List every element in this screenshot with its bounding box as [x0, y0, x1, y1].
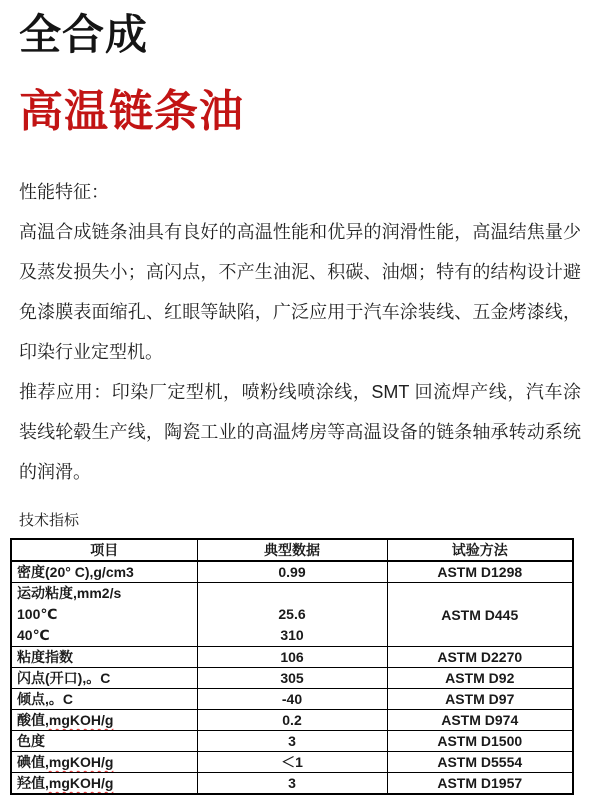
- header-item: 项目: [11, 539, 197, 561]
- table-row-viscosity: [11, 583, 573, 647]
- table-row-hydroxyl-value: [11, 773, 573, 795]
- item-cell: 密度(20° C),g/cm3: [11, 561, 197, 583]
- value-cell: ＜1: [197, 752, 387, 773]
- item-cell: [11, 710, 197, 731]
- value-cell: [197, 583, 387, 647]
- item-cell: 倾点,。C: [11, 689, 197, 710]
- product-title: 高温链条油: [19, 87, 244, 136]
- viscosity-100c-line: 100℃: [17, 606, 58, 622]
- product-title-prefix: 全合成: [19, 11, 149, 58]
- method-cell: ASTM D2270: [387, 647, 573, 668]
- value-cell: 3: [197, 731, 387, 752]
- viscosity-value-100c: 25.6: [278, 606, 306, 622]
- value-cell: 106: [197, 647, 387, 668]
- method-cell: ASTM D1500: [387, 731, 573, 752]
- item-cell: [11, 583, 197, 647]
- table-row-color: [11, 731, 573, 752]
- value-cell: 3: [197, 773, 387, 795]
- viscosity-40c-line: 40℃: [17, 627, 50, 643]
- method-cell: ASTM D445: [387, 583, 573, 647]
- value-cell: 0.99: [197, 561, 387, 583]
- method-cell: ASTM D5554: [387, 752, 573, 773]
- value-cell: 305: [197, 668, 387, 689]
- item-label: 碘值: [17, 754, 45, 770]
- item-label-spellcheck: ,mgKOH/g: [45, 712, 114, 728]
- value-cell: 0.2: [197, 710, 387, 731]
- viscosity-value-40c: 310: [280, 627, 304, 643]
- header-typical-data: 典型数据: [197, 539, 387, 561]
- tech-specs-label: 技术指标: [19, 512, 80, 529]
- header-test-method: 试验方法: [387, 539, 573, 561]
- table-row-pour-point: [11, 689, 573, 710]
- item-cell: 闪点(开口),。C: [11, 668, 197, 689]
- viscosity-value-blank: [203, 583, 382, 604]
- viscosity-label-line: 运动粘度,mm2/s: [17, 585, 122, 601]
- method-cell: ASTM D974: [387, 710, 573, 731]
- item-cell: 色度: [11, 731, 197, 752]
- features-paragraph: 高温合成链条油具有良好的高温性能和优异的润滑性能，高温结焦量少及蒸发损失小；高闪点，不产生油泥、积碳、油烟；特有的结构设计避免漆膜表面缩孔、红眼等缺陷，广泛应用于汽车涂装线、五金烤漆线，印染行业定型机。: [19, 222, 581, 362]
- table-row-viscosity-index: [11, 647, 573, 668]
- method-cell: ASTM D97: [387, 689, 573, 710]
- specs-table: [10, 538, 574, 795]
- item-cell: 粘度指数: [11, 647, 197, 668]
- value-cell: -40: [197, 689, 387, 710]
- item-label-spellcheck: ,mgKOH/g: [45, 775, 114, 791]
- table-row-density: [11, 561, 573, 583]
- method-cell: ASTM D1957: [387, 773, 573, 795]
- item-label-spellcheck: ,mgKOH/g: [45, 754, 114, 770]
- item-label: 酸值: [17, 712, 45, 728]
- features-heading: 性能特征：: [19, 182, 109, 202]
- method-cell: ASTM D1298: [387, 561, 573, 583]
- table-header-row: [11, 539, 573, 561]
- table-row-flash-point: [11, 668, 573, 689]
- method-cell: ASTM D92: [387, 668, 573, 689]
- applications-paragraph: 推荐应用：印染厂定型机，喷粉线喷涂线，SMT 回流焊产线，汽车涂装线轮毂生产线，陶瓷工业的高温烤房等高温设备的链条轴承转动系统的润滑。: [19, 382, 581, 482]
- item-cell: [11, 773, 197, 795]
- table-row-acid-value: [11, 710, 573, 731]
- item-cell: [11, 752, 197, 773]
- table-row-iodine-value: [11, 752, 573, 773]
- item-label: 羟值: [17, 775, 45, 791]
